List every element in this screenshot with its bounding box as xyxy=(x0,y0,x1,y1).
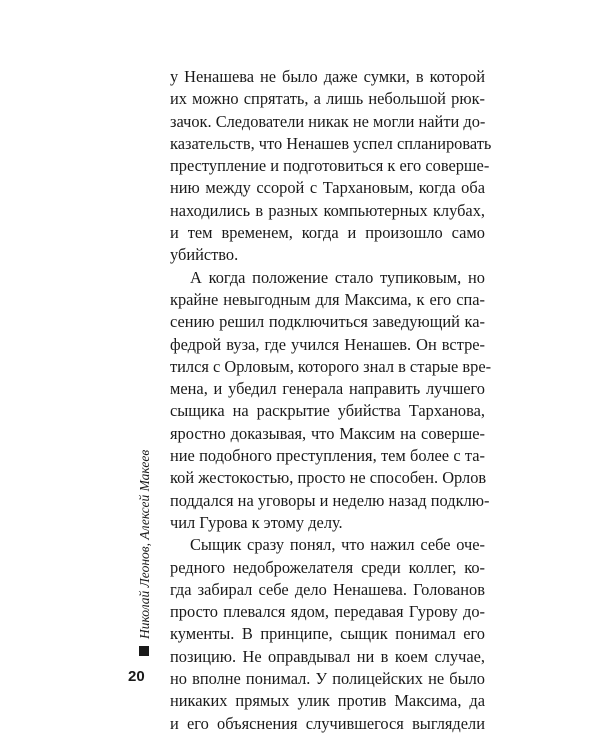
text-line: но вполне понимал. У полицейских не было xyxy=(170,669,485,689)
text-line: казательств, что Ненашев успел спланировать xyxy=(170,133,492,153)
text-line: позицию. Не оправдывал ни в коем случае, xyxy=(170,646,485,666)
text-line: тился с Орловым, которого знал в старые вре- xyxy=(170,356,492,376)
text-line: у Ненашева не было даже сумки, в которой xyxy=(170,67,485,86)
page-number: 20 xyxy=(128,668,145,685)
text-line: и его объяснения случившегося выглядели xyxy=(170,713,485,733)
text-line: преступление и подготовиться к его соверше- xyxy=(170,156,490,176)
square-marker-icon xyxy=(139,646,149,656)
paragraph-1 xyxy=(170,66,492,267)
paragraph-3 xyxy=(170,534,485,735)
text-line: убийство. xyxy=(170,245,239,265)
text-line: яростно доказывая, что Максим на соверше- xyxy=(170,423,485,443)
text-line: их можно спрятать, а лишь небольшой рюк- xyxy=(170,89,485,109)
text-line: сению решил подключиться заведующий ка- xyxy=(170,312,485,332)
text-line: просто плевался ядом, передавая Гурову до- xyxy=(170,602,485,622)
text-line: А когда положение стало тупиковым, но xyxy=(190,267,485,287)
text-line: нию между ссорой с Тархановым, когда оба xyxy=(170,178,485,198)
text-line: ние подобного преступления, тем более с та- xyxy=(170,446,485,466)
text-line: никаких прямых улик против Максима, да xyxy=(170,691,485,711)
text-line: федрой вуза, где учился Ненашев. Он встре- xyxy=(170,334,485,354)
body-text xyxy=(170,66,492,735)
text-line: чил Гурова к этому делу. xyxy=(170,512,343,532)
text-line: и тем временем, когда и произошло само xyxy=(170,223,485,243)
text-line: кументы. В принципе, сыщик понимал его xyxy=(170,624,485,644)
text-line: гда забирал себе дело Ненашева. Голованов xyxy=(170,579,485,599)
running-head: Николай Леонов, Алексей Макеев xyxy=(137,449,152,639)
text-line: находились в разных компьютерных клубах, xyxy=(170,200,485,220)
text-line: мена, и убедил генерала направить лучшего xyxy=(170,379,485,399)
text-line: поддался на уговоры и неделю назад подклю- xyxy=(170,490,490,510)
text-line: Сыщик сразу понял, что нажил себе оче- xyxy=(190,535,485,555)
text-line: зачок. Следователи никак не могли найти до- xyxy=(170,111,486,131)
text-line: кой жестокостью, просто не способен. Орлов xyxy=(170,468,487,488)
text-line: сыщика на раскрытие убийства Тарханова, xyxy=(170,401,485,421)
text-line: крайне невыгодным для Максима, к его спа- xyxy=(170,289,485,309)
text-line: редного недоброжелателя среди коллег, ко- xyxy=(170,557,485,577)
paragraph-2 xyxy=(170,267,492,535)
